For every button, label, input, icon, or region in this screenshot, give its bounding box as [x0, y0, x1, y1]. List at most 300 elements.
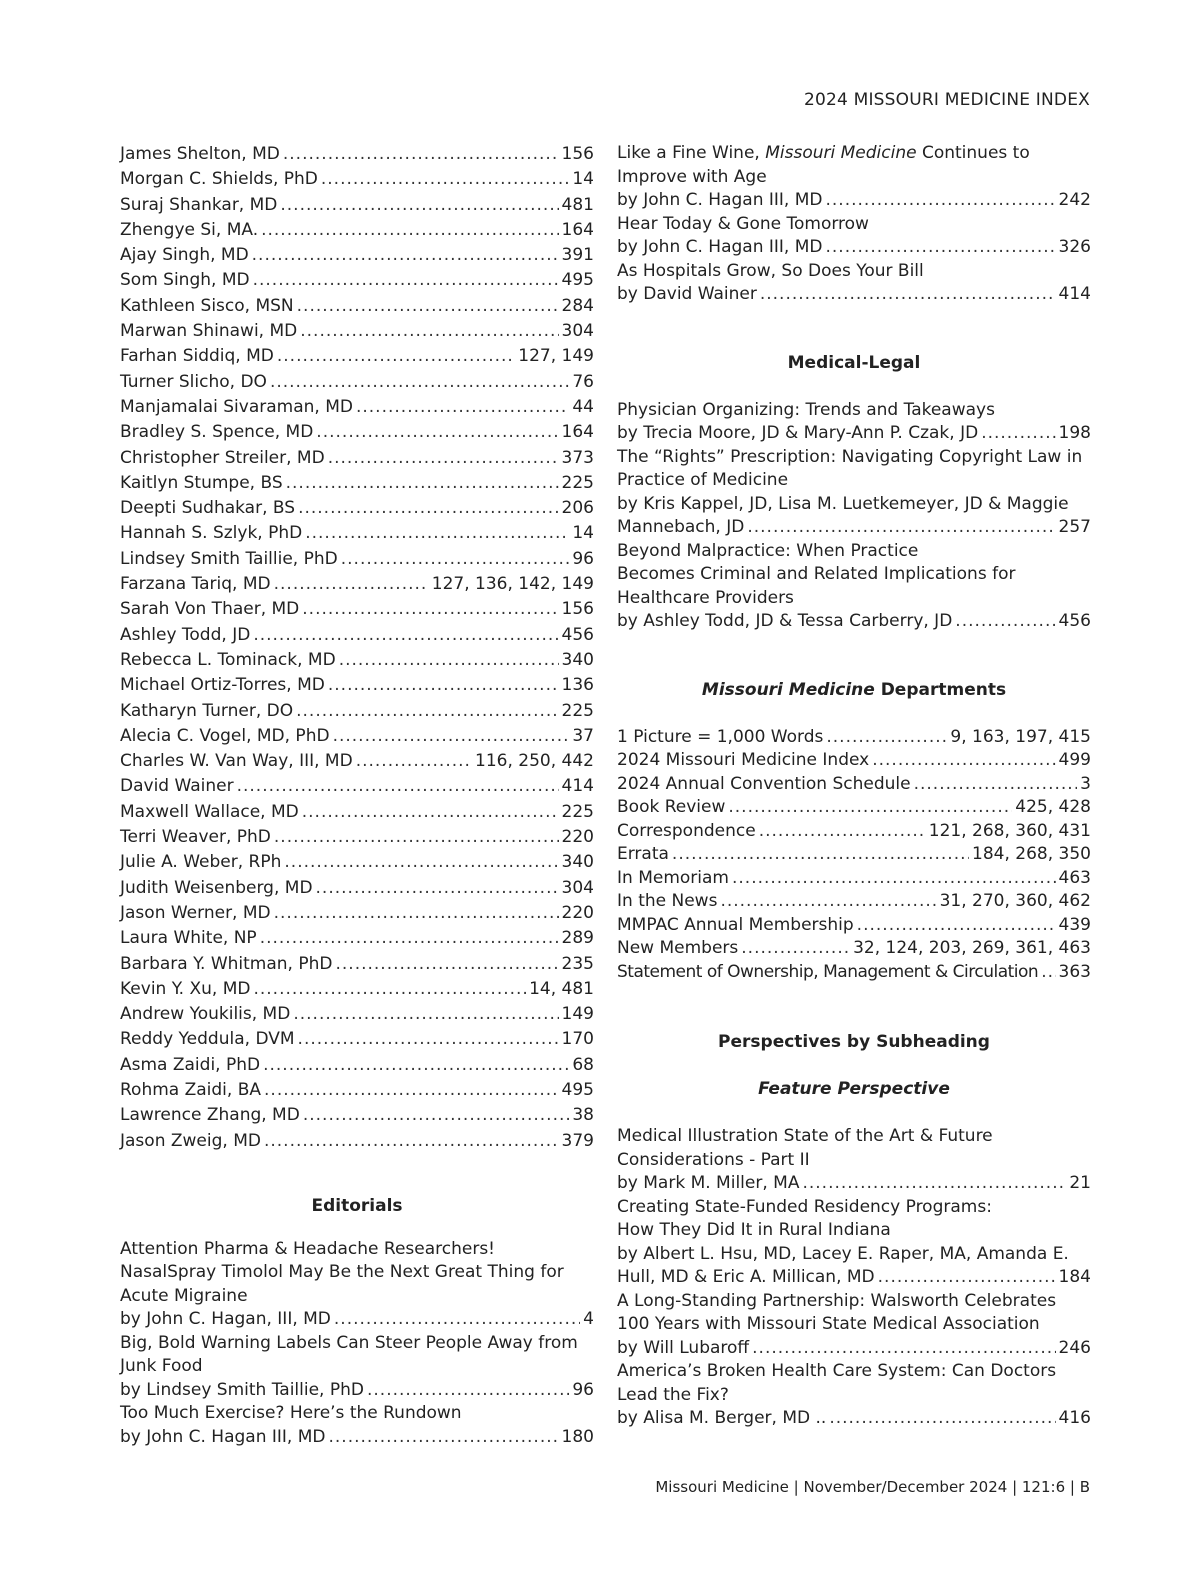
page-numbers: 14 — [572, 169, 594, 190]
page-numbers: 164 — [561, 422, 594, 443]
entry-name: Suraj Shankar, MD — [120, 194, 278, 215]
entry-title: Like a Fine Wine, — [617, 143, 766, 163]
entry-name: Judith Weisenberg, MD — [120, 877, 313, 898]
dot-leader — [261, 218, 558, 243]
dot-leader — [283, 142, 559, 167]
entry-name: Statement of Ownership, Management & Circulation — [617, 961, 1039, 982]
article-entry — [120, 1402, 594, 1449]
entry-byline-row — [617, 1337, 1091, 1361]
entry-name: Zhengye Si, MA. — [120, 219, 259, 240]
entry-title: The “Rights” Prescription: Navigating Copyright Law in — [617, 446, 1083, 467]
index-entry — [617, 773, 1091, 797]
dot-leader — [253, 977, 526, 1002]
dot-leader — [284, 850, 558, 875]
entry-name: Morgan C. Shields, PhD — [120, 169, 318, 190]
entry-name: In Memoriam — [617, 867, 729, 888]
entry-name: Rebecca L. Tominack, MD — [120, 649, 336, 670]
dot-leader — [802, 1172, 1066, 1196]
page-numbers: 31, 270, 360, 462 — [939, 891, 1091, 911]
entry-title: Big, Bold Warning Labels Can Steer People Away from — [120, 1332, 578, 1353]
index-entry — [617, 867, 1091, 891]
page-numbers: 481 — [561, 194, 594, 215]
page-numbers: 96 — [572, 548, 594, 569]
dot-leader — [321, 167, 569, 192]
index-entry — [120, 572, 594, 597]
page-numbers: 414 — [1058, 284, 1091, 304]
entry-name: James Shelton, MD — [120, 144, 280, 164]
dot-leader — [759, 820, 926, 844]
entry-name: Terri Weaver, PhD — [120, 827, 271, 848]
index-entry — [120, 1053, 594, 1078]
dot-leader — [237, 774, 559, 799]
dot-leader — [263, 1053, 569, 1078]
page-numbers: 127, 149 — [518, 346, 594, 367]
entry-title: How They Did It in Rural Indiana — [617, 1220, 891, 1240]
page-numbers: 21 — [1069, 1173, 1091, 1193]
dot-leader — [253, 623, 558, 648]
editorial-entry — [617, 260, 1091, 307]
page-numbers: 121, 268, 360, 431 — [928, 820, 1091, 841]
page-numbers: 304 — [561, 877, 594, 898]
index-entry — [120, 521, 594, 546]
dot-leader — [878, 1266, 1056, 1290]
index-entry — [120, 901, 594, 926]
index-entry — [120, 724, 594, 749]
index-entry — [120, 167, 594, 192]
entry-name: Katharyn Turner, DO — [120, 700, 294, 721]
entry-name: Charles W. Van Way, III, MD — [120, 751, 353, 772]
dot-leader — [367, 1379, 569, 1403]
index-entry — [120, 446, 594, 471]
entry-name: Maxwell Wallace, MD — [120, 801, 299, 822]
entry-name: Laura White, NP — [120, 928, 257, 949]
page-numbers: 225 — [561, 472, 594, 493]
entry-byline-row — [617, 516, 1091, 540]
dot-leader — [252, 243, 559, 268]
index-entry — [120, 1027, 594, 1052]
entry-name: Manjamalai Sivaraman, MD — [120, 396, 353, 417]
page-numbers: 32, 124, 203, 269, 361, 463 — [853, 938, 1091, 958]
index-entry — [120, 673, 594, 698]
index-entry — [120, 344, 594, 369]
dot-leader — [826, 236, 1056, 260]
index-entry — [617, 961, 1091, 985]
index-entry — [617, 796, 1091, 820]
article-entry — [617, 1196, 1091, 1290]
dot-leader — [303, 1103, 570, 1128]
page-numbers: 96 — [572, 1379, 594, 1400]
entry-title: Too Much Exercise? Here’s the Rundown — [120, 1403, 462, 1424]
page-header: 2024 MISSOURI MEDICINE INDEX — [803, 90, 1090, 110]
dot-leader — [334, 1308, 580, 1332]
index-entry — [120, 395, 594, 420]
article-entry — [617, 1290, 1091, 1361]
dot-leader — [760, 283, 1056, 307]
heading-emphasis: Missouri Medicine — [701, 679, 875, 700]
entry-name: Michael Ortiz-Torres, MD — [120, 675, 325, 696]
entry-name: Jason Werner, MD — [120, 902, 271, 923]
dot-leader — [356, 749, 472, 774]
entry-name: Kathleen Sisco, MSN — [120, 295, 294, 316]
entry-title: A Long-Standing Partnership: Walsworth Celebrates — [617, 1290, 1057, 1311]
page-numbers: 127, 136, 142, 149 — [431, 574, 594, 595]
dot-leader — [302, 800, 559, 825]
dot-leader — [728, 796, 1012, 820]
entry-name: Correspondence — [617, 820, 756, 841]
entry-title: Hear Today & Gone Tomorrow — [617, 213, 869, 234]
entry-byline: Hull, MD & Eric A. Millican, MD — [617, 1267, 875, 1287]
article-entry — [617, 540, 1091, 634]
index-entry — [120, 471, 594, 496]
entry-name: Jason Zweig, MD — [120, 1130, 261, 1151]
entry-byline-row — [617, 1407, 1091, 1431]
entry-name: 2024 Missouri Medicine Index — [617, 750, 870, 770]
entry-name: Ajay Singh, MD — [120, 245, 249, 266]
dot-leader — [298, 496, 558, 521]
index-entry — [120, 370, 594, 395]
entry-title: Medical Illustration State of the Art & Future — [617, 1126, 993, 1146]
dot-leader — [270, 370, 569, 395]
entry-name: Barbara Y. Whitman, PhD — [120, 953, 333, 974]
dot-leader — [328, 673, 559, 698]
entry-name: New Members — [617, 938, 739, 958]
entry-name: Kaitlyn Stumpe, BS — [120, 472, 283, 493]
page-numbers: 499 — [1058, 750, 1091, 770]
page-numbers: 242 — [1058, 190, 1091, 210]
dot-leader — [857, 914, 1056, 938]
index-entry — [120, 774, 594, 799]
index-entry — [617, 749, 1091, 773]
entry-name: Christopher Streiler, MD — [120, 447, 325, 468]
entry-byline: by Lindsey Smith Taillie, PhD — [120, 1379, 364, 1400]
page-numbers: 373 — [561, 447, 594, 468]
index-entry — [617, 843, 1091, 867]
entry-title: 100 Years with Missouri State Medical Association — [617, 1314, 1040, 1334]
page-numbers: 68 — [572, 1054, 594, 1075]
entry-title: Continues to — [916, 143, 1030, 163]
page-numbers: 326 — [1058, 237, 1091, 257]
entry-name: Bradley S. Spence, MD — [120, 422, 314, 443]
dot-leader — [752, 1337, 1055, 1361]
dot-leader — [297, 294, 559, 319]
index-entry — [120, 926, 594, 951]
index-entry — [617, 820, 1091, 844]
entry-name: David Wainer — [120, 776, 234, 797]
dot-leader — [329, 1426, 559, 1450]
dot-leader — [253, 268, 559, 293]
index-entry — [120, 420, 594, 445]
article-entry — [617, 1125, 1091, 1196]
index-entry — [120, 699, 594, 724]
page-numbers: 246 — [1058, 1337, 1091, 1358]
page-numbers: 439 — [1058, 914, 1091, 935]
page-numbers: 14 — [572, 523, 594, 544]
page-footer: Missouri Medicine | November/December 2024 | 121:6 | B — [655, 1478, 1090, 1496]
dot-leader — [826, 189, 1056, 213]
dot-leader — [305, 521, 569, 546]
index-entry — [617, 914, 1091, 938]
index-entry — [120, 850, 594, 875]
page-numbers: 257 — [1058, 517, 1091, 537]
entry-title: by Albert L. Hsu, MD, Lacey E. Raper, MA, Amanda E. — [617, 1243, 1069, 1264]
page-numbers: 391 — [561, 245, 594, 266]
page-numbers: 156 — [561, 599, 594, 620]
entry-byline: by Alisa M. Berger, MD .. — [617, 1408, 827, 1428]
index-entry — [120, 496, 594, 521]
entry-byline-row — [617, 422, 1091, 446]
entry-title: Beyond Malpractice: When Practice — [617, 540, 919, 561]
entry-name: Errata — [617, 844, 669, 864]
editorial-entry — [617, 142, 1091, 213]
dot-leader — [302, 597, 558, 622]
dot-leader — [260, 926, 559, 951]
page-numbers: 44 — [572, 396, 594, 417]
page-numbers: 495 — [561, 270, 594, 291]
page-numbers: 235 — [561, 953, 594, 974]
index-entry — [120, 1078, 594, 1103]
index-entry — [120, 952, 594, 977]
entry-byline: by John C. Hagan III, MD — [617, 237, 823, 257]
page-numbers: 184 — [1058, 1267, 1091, 1287]
index-entry — [120, 243, 594, 268]
page-numbers: 3 — [1080, 773, 1091, 794]
dot-leader — [747, 516, 1055, 540]
dot-leader — [1041, 961, 1055, 985]
page-numbers: 414 — [561, 776, 594, 797]
page-numbers: 116, 250, 442 — [475, 751, 594, 772]
page-numbers: 225 — [561, 801, 594, 822]
index-entry — [617, 890, 1091, 914]
page-numbers: 304 — [561, 321, 594, 342]
page-numbers: 4 — [583, 1309, 594, 1330]
index-entry — [120, 876, 594, 901]
article-entry — [617, 446, 1091, 540]
dot-leader — [335, 952, 558, 977]
index-entry — [120, 294, 594, 319]
page-numbers: 149 — [561, 1004, 594, 1025]
article-entry — [120, 1332, 594, 1403]
dot-leader — [339, 648, 559, 673]
entry-title: America’s Broken Health Care System: Can Doctors — [617, 1361, 1057, 1381]
entry-title: Junk Food — [120, 1356, 203, 1377]
entry-byline-row — [120, 1426, 594, 1450]
entry-title: Practice of Medicine — [617, 470, 789, 490]
heading-text: Departments — [874, 679, 1007, 700]
dot-leader — [741, 937, 850, 961]
page-numbers: 456 — [561, 624, 594, 645]
page-numbers: 220 — [561, 902, 594, 923]
entry-title: Becomes Criminal and Related Implications for — [617, 564, 1016, 584]
page-numbers: 198 — [1058, 423, 1091, 443]
entry-name: Hannah S. Szlyk, PhD — [120, 523, 303, 544]
dot-leader — [316, 876, 559, 901]
entry-title: Healthcare Providers — [617, 587, 794, 608]
entry-title: by Kris Kappel, JD, Lisa M. Luetkemeyer, JD & Maggie — [617, 493, 1069, 514]
right-column — [617, 142, 1091, 1431]
page-numbers: 284 — [561, 295, 594, 316]
entry-byline-row — [617, 610, 1091, 634]
page-numbers: 379 — [561, 1130, 594, 1151]
entry-name: Farzana Tariq, MD — [120, 574, 271, 595]
entry-byline: by John C. Hagan III, MD — [120, 1426, 326, 1447]
dot-leader — [264, 1078, 559, 1103]
index-entry — [120, 648, 594, 673]
article-entry — [120, 1238, 594, 1332]
entry-name: 2024 Annual Convention Schedule — [617, 773, 911, 794]
index-entry — [120, 142, 594, 167]
index-entry — [120, 597, 594, 622]
article-entry — [617, 1360, 1091, 1431]
author-index-list — [120, 142, 594, 1154]
entry-title: Attention Pharma & Headache Researchers! — [120, 1238, 495, 1259]
dot-leader — [286, 471, 559, 496]
subheading-feature-perspective: Feature Perspective — [758, 1079, 950, 1099]
dot-leader — [872, 749, 1055, 773]
index-entry — [120, 623, 594, 648]
page-numbers: 220 — [561, 827, 594, 848]
entry-name: Marwan Shinawi, MD — [120, 321, 298, 342]
page-numbers: 184, 268, 350 — [972, 844, 1091, 864]
index-entry — [617, 726, 1091, 750]
dot-leader — [293, 1002, 558, 1027]
entry-title: Considerations - Part II — [617, 1149, 810, 1170]
dot-leader — [826, 726, 947, 750]
medical-legal-list — [617, 399, 1091, 634]
entry-name: Som Singh, MD — [120, 270, 250, 291]
index-entry — [120, 547, 594, 572]
page-numbers: 14, 481 — [529, 978, 594, 999]
entry-byline-row — [120, 1379, 594, 1403]
entry-name: Sarah Von Thaer, MD — [120, 599, 300, 620]
entry-byline: Mannebach, JD — [617, 517, 745, 537]
section-heading-departments — [617, 678, 1091, 702]
page-numbers: 164 — [561, 219, 594, 240]
page-numbers: 180 — [561, 1426, 594, 1447]
page-numbers: 170 — [561, 1029, 594, 1050]
entry-byline: by John C. Hagan, III, MD — [120, 1309, 331, 1330]
editorial-entry — [617, 213, 1091, 260]
index-entry — [120, 977, 594, 1002]
entry-name: 1 Picture = 1,000 Words — [617, 726, 824, 747]
page-numbers: 416 — [1058, 1408, 1091, 1428]
dot-leader — [328, 446, 559, 471]
index-entry — [120, 193, 594, 218]
page-numbers: 206 — [561, 498, 594, 519]
entry-byline-row — [617, 1266, 1091, 1290]
editorials-list — [120, 1238, 594, 1450]
entry-name: Rohma Zaidi, BA — [120, 1079, 262, 1100]
dot-leader — [316, 420, 558, 445]
entry-name: Ashley Todd, JD — [120, 624, 251, 645]
index-entry — [617, 937, 1091, 961]
entry-name: Alecia C. Vogel, MD, PhD — [120, 725, 330, 746]
section-heading-perspectives: Perspectives by Subheading — [718, 1032, 990, 1052]
entry-title-emphasis: Missouri Medicine — [765, 143, 917, 163]
index-entry — [120, 749, 594, 774]
index-entry — [120, 319, 594, 344]
dot-leader — [914, 773, 1078, 797]
index-entry — [120, 1002, 594, 1027]
page-numbers: 456 — [1058, 611, 1091, 631]
page-numbers: 136 — [561, 675, 594, 696]
entry-byline-row — [617, 1172, 1091, 1196]
dot-leader — [277, 344, 515, 369]
entry-byline: by John C. Hagan III, MD — [617, 190, 823, 210]
dot-leader — [264, 1129, 559, 1154]
entry-name: Farhan Siddiq, MD — [120, 346, 274, 367]
entry-title: NasalSpray Timolol May Be the Next Great Thing for — [120, 1262, 564, 1283]
index-entry — [120, 1103, 594, 1128]
entry-title: Physician Organizing: Trends and Takeaways — [617, 399, 995, 420]
dot-leader — [672, 843, 969, 867]
page-numbers: 495 — [561, 1079, 594, 1100]
entry-title: As Hospitals Grow, So Does Your Bill — [617, 260, 924, 281]
entry-name: MMPAC Annual Membership — [617, 914, 854, 935]
dot-leader — [341, 547, 570, 572]
dot-leader — [356, 395, 569, 420]
dot-leader — [274, 901, 559, 926]
dot-leader — [300, 319, 558, 344]
entry-name: In the News — [617, 891, 718, 911]
page-numbers: 425, 428 — [1015, 797, 1091, 817]
entry-byline: by Trecia Moore, JD & Mary-Ann P. Czak, JD — [617, 423, 979, 443]
dot-leader — [333, 724, 570, 749]
departments-list — [617, 726, 1091, 985]
page-numbers: 340 — [561, 649, 594, 670]
entry-name: Turner Slicho, DO — [120, 371, 267, 392]
dot-leader — [280, 193, 558, 218]
entry-name: Reddy Yeddula, DVM — [120, 1029, 295, 1050]
index-entry — [120, 825, 594, 850]
entry-name: Lawrence Zhang, MD — [120, 1105, 300, 1126]
article-entry — [617, 399, 1091, 446]
entry-name: Julie A. Weber, RPh — [120, 852, 282, 873]
entry-title: Creating State-Funded Residency Programs: — [617, 1196, 992, 1217]
entry-name: Asma Zaidi, PhD — [120, 1054, 261, 1075]
page-numbers: 340 — [561, 852, 594, 873]
index-entry — [120, 268, 594, 293]
entry-name: Lindsey Smith Taillie, PhD — [120, 548, 338, 569]
dot-leader — [296, 699, 558, 724]
section-heading-medical-legal: Medical-Legal — [787, 352, 921, 373]
index-entry — [120, 800, 594, 825]
entry-byline: by David Wainer — [617, 284, 757, 304]
section-heading-editorials: Editorials — [311, 1195, 403, 1216]
entry-byline-row — [120, 1308, 594, 1332]
dot-leader — [720, 890, 936, 914]
entry-title: Improve with Age — [617, 166, 767, 187]
entry-title: Acute Migraine — [120, 1285, 248, 1306]
page-numbers: 38 — [572, 1105, 594, 1126]
dot-leader — [274, 572, 429, 597]
perspectives-list — [617, 1125, 1091, 1431]
entry-title: Lead the Fix? — [617, 1384, 729, 1405]
entry-byline: by Mark M. Miller, MA — [617, 1173, 800, 1193]
dot-leader — [829, 1407, 1055, 1431]
dot-leader — [298, 1027, 559, 1052]
page-numbers: 9, 163, 197, 415 — [950, 726, 1091, 747]
dot-leader — [955, 610, 1055, 634]
page-numbers: 463 — [1058, 867, 1091, 888]
dot-leader — [274, 825, 559, 850]
page-numbers: 37 — [572, 725, 594, 746]
left-column — [120, 142, 594, 1449]
page-numbers: 289 — [561, 928, 594, 949]
entry-byline: by Will Lubaroff — [617, 1337, 750, 1358]
entry-byline: by Ashley Todd, JD & Tessa Carberry, JD — [617, 611, 953, 631]
page-numbers: 363 — [1058, 961, 1091, 982]
index-entry — [120, 1129, 594, 1154]
